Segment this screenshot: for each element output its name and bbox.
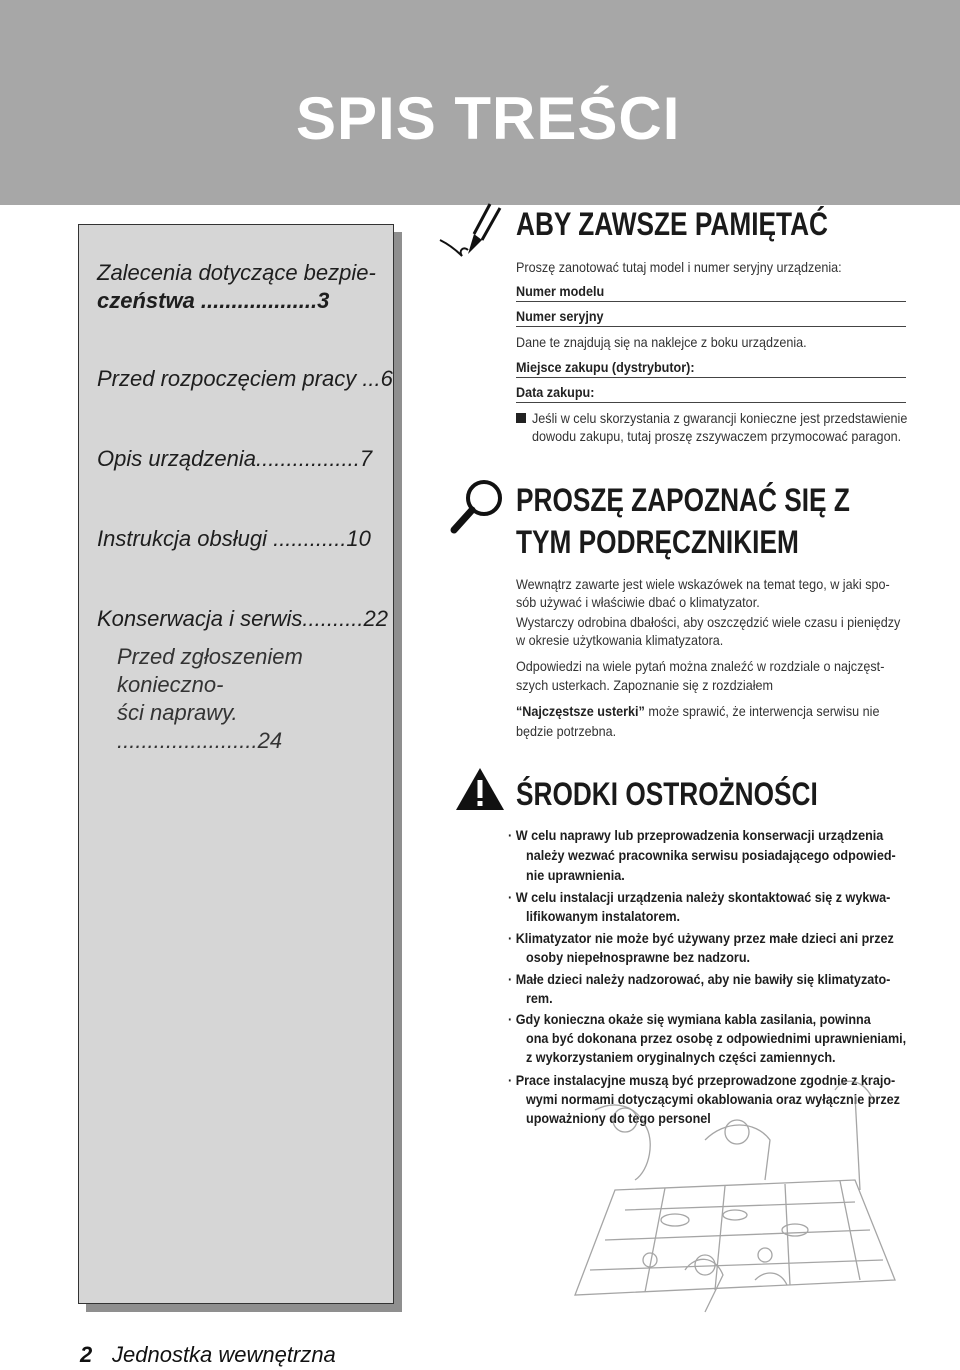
section-title-read-manual: TYM PODRĘCZNIKIEM <box>516 524 799 560</box>
model-number-field[interactable] <box>516 301 906 302</box>
list-item: · Małe dzieci należy nadzorować, aby nie bawiły się klimatyzato- <box>508 971 891 987</box>
running-title: Jednostka wewnętrzna <box>112 1342 336 1367</box>
table-of-contents <box>78 224 394 1304</box>
list-item-text: Gdy konieczna okaże się wymiana kabla zasilania, powinna <box>515 1011 871 1027</box>
list-item-text: upoważniony do tego personel <box>526 1110 711 1126</box>
section-title-read-manual: PROSZĘ ZAPOZNAĆ SIĘ Z <box>516 482 850 518</box>
toc-entry-text: Przed rozpoczęciem pracy ...6 <box>97 366 393 391</box>
warranty-note: dowodu zakupu, tutaj proszę zszywaczem przymocować paragon. <box>532 428 902 444</box>
list-item: · Klimatyzator nie może być używany przez małe dzieci ani przez <box>508 930 894 946</box>
toc-entry-before-start[interactable] <box>97 365 393 393</box>
purchase-date-label: Data zakupu: <box>516 384 595 400</box>
list-item-text: ona być dokonana przez osobę z odpowiednimi uprawnieniami, <box>526 1030 907 1046</box>
sticker-note: Dane te znajdują się na naklejce z boku urządzenia. <box>516 334 807 350</box>
section-title-remember: ABY ZAWSZE PAMIĘTAĆ <box>516 206 828 242</box>
list-item-text: wymi normami dotyczącymi okablowania oraz wyłącznie przez <box>526 1091 900 1107</box>
list-item-text: nie uprawnienia. <box>526 867 625 883</box>
serial-number-label: Numer seryjny <box>516 308 604 324</box>
list-item: · W celu instalacji urządzenia należy skontaktować się z wykwa- <box>508 889 891 905</box>
list-item-text: Klimatyzator nie może być używany przez małe dzieci ani przez <box>515 930 894 946</box>
toc-entry-text: Zalecenia dotyczące bezpie- <box>97 260 376 285</box>
list-item: · Prace instalacyjne muszą być przeprowadzone zgodnie z krajo- <box>508 1072 896 1088</box>
toc-entry-maintenance[interactable] <box>97 605 388 633</box>
manual-text: Wewnątrz zawarte jest wiele wskazówek na temat tego, w jaki spo- <box>516 576 890 592</box>
purchase-place-label: Miejsce zakupu (dystrybutor): <box>516 359 695 375</box>
serial-number-field[interactable] <box>516 326 906 327</box>
manual-text: Odpowiedzi na wiele pytań można znaleźć w rozdziale o najczęst- <box>516 658 885 674</box>
manual-text-fragment: może sprawić, że interwencja serwisu nie <box>644 703 880 719</box>
list-item-text: Prace instalacyjne muszą być przeprowadzone zgodnie z krajo- <box>515 1072 896 1088</box>
toc-entry-safety[interactable] <box>97 259 376 315</box>
warranty-note: Jeśli w celu skorzystania z gwarancji konieczne jest przedstawienie <box>532 410 908 426</box>
page-title: SPIS TREŚCI <box>296 85 681 152</box>
list-item-text: W celu naprawy lub przeprowadzenia konserwacji urządzenia <box>515 827 884 843</box>
list-item-text: lifikowanym instalatorem. <box>526 908 681 924</box>
section-title-precautions: ŚRODKI OSTROŻNOŚCI <box>516 776 818 812</box>
toc-entry-text: ści naprawy. .......................24 <box>117 700 283 753</box>
list-item-text: z wykorzystaniem oryginalnych części zamiennych. <box>526 1049 836 1065</box>
toc-entry-text: Instrukcja obsługi ............10 <box>97 526 371 551</box>
toc-entry-text: Konserwacja i serwis..........22 <box>97 606 388 631</box>
pen-nib-icon <box>438 200 504 266</box>
list-item-text: W celu instalacji urządzenia należy skontaktować się z wykwa- <box>515 889 891 905</box>
list-item-text: należy wezwać pracownika serwisu posiadającego odpowied- <box>526 847 896 863</box>
page-number: 2 <box>80 1342 93 1367</box>
manual-text: Wystarczy odrobina dbałości, aby oszczędzić wiele czasu i pieniędzy <box>516 614 901 630</box>
manual-text <box>516 702 879 721</box>
list-item-text: Małe dzieci należy nadzorować, aby nie bawiły się klimatyzato- <box>515 971 891 987</box>
toc-entry-operation[interactable] <box>97 525 371 553</box>
magnifier-icon <box>448 476 508 536</box>
toc-entry-text: czeństwa ...................3 <box>97 288 330 313</box>
list-item: · W celu naprawy lub przeprowadzenia konserwacji urządzenia <box>508 827 884 843</box>
purchase-date-field[interactable] <box>516 402 906 403</box>
manual-text: w okresie użytkowania klimatyzatora. <box>516 632 724 648</box>
manual-text: sób używać i właściwie dbać o klimatyzator. <box>516 594 760 610</box>
toc-entry-description[interactable] <box>97 445 372 473</box>
picnic-illustration <box>555 1080 915 1320</box>
intro-text: Proszę zanotować tutaj model i numer seryjny urządzenia: <box>516 259 842 275</box>
list-item-text: rem. <box>526 990 553 1006</box>
model-number-label: Numer modelu <box>516 283 605 299</box>
list-item-text: osoby niepełnosprawne bez nadzoru. <box>526 949 751 965</box>
toc-entry-text: Opis urządzenia.................7 <box>97 446 373 471</box>
warning-icon <box>454 766 506 812</box>
manual-text: będzie potrzebna. <box>516 723 617 739</box>
troubleshooting-reference: “Najczęstsze usterki” <box>516 703 645 719</box>
note-bullet-icon <box>516 413 526 423</box>
purchase-place-field[interactable] <box>516 377 906 378</box>
toc-entry-troubleshooting[interactable] <box>117 643 393 755</box>
list-item: · Gdy konieczna okaże się wymiana kabla zasilania, powinna <box>508 1011 871 1027</box>
manual-text: szych usterkach. Zapoznanie się z rozdziałem <box>516 677 774 693</box>
toc-entry-text: Przed zgłoszeniem konieczno- <box>117 644 303 697</box>
